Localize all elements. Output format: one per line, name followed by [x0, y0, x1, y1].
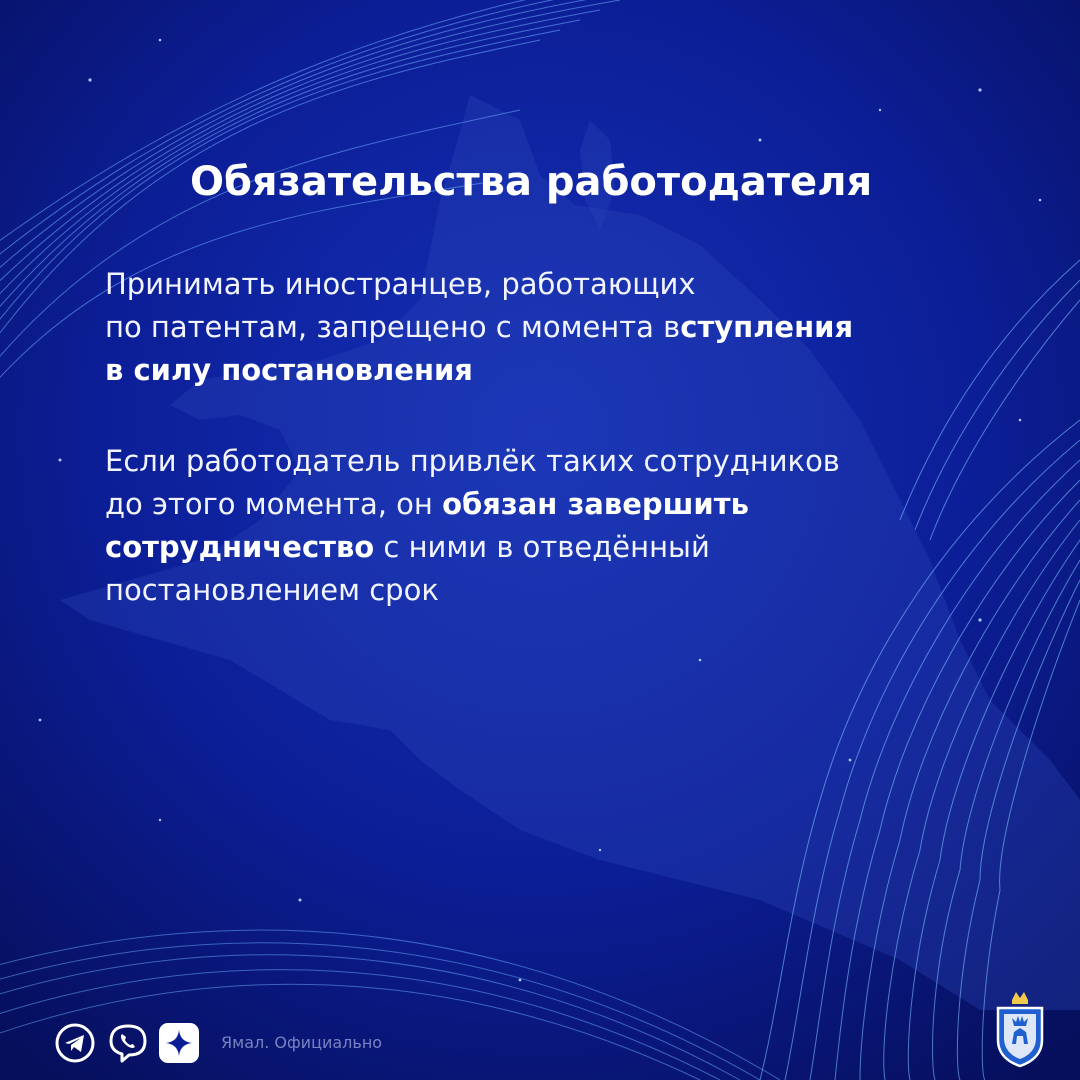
coat-of-arms-icon [990, 990, 1050, 1068]
channel-name: Ямал. Официально [221, 1033, 383, 1052]
sparkle-app-icon[interactable] [158, 1022, 200, 1064]
emphasis-text: в силу постановления [105, 353, 473, 387]
emphasis-text: ступления [680, 310, 854, 344]
telegram-icon[interactable] [54, 1022, 96, 1064]
paragraph-line: с ними в отведённый [374, 530, 710, 564]
paragraph-restriction [105, 263, 853, 392]
paragraph-line: Если работодатель привлёк таких сотрудников [105, 444, 840, 478]
paragraph-obligation [105, 440, 840, 612]
emphasis-text: сотрудничество [105, 530, 375, 564]
page-title: Обязательства работодателя [190, 159, 873, 205]
paragraph-line: постановлением срок [105, 573, 439, 607]
paragraph-line: до этого момента, он [105, 487, 443, 521]
viber-icon[interactable] [107, 1022, 149, 1064]
paragraph-line: по патентам, запрещено с момента в [105, 310, 681, 344]
paragraph-line: Принимать иностранцев, работающих [105, 267, 696, 301]
emphasis-text: обязан завершить [442, 487, 749, 521]
